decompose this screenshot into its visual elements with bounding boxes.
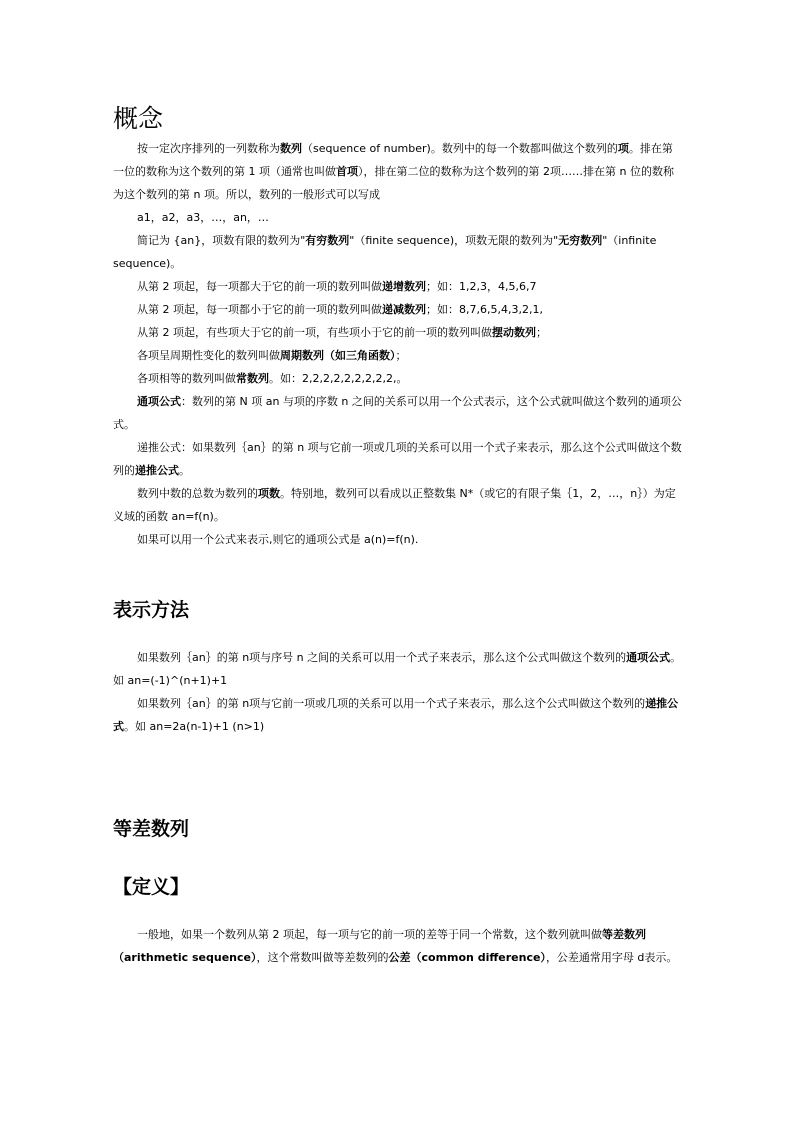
- paragraph: 如果数列｛an｝的第 n项与它前一项或几项的关系可以用一个式子来表示，那么这个公式叫做这个数列的递推公式。如 an=2a(n-1)+1 (n>1): [113, 697, 679, 733]
- representation-body: [113, 646, 683, 738]
- paragraph: 递推公式：如果数列｛an｝的第 n 项与它前一项或几项的关系可以用一个式子来表示，那么这个公式叫做这个数列的递推公式。: [113, 441, 682, 477]
- paragraph: 从第 2 项起，每一项都大于它的前一项的数列叫做递增数列；如：1,2,3，4,5,6,7: [137, 280, 537, 293]
- paragraph: 各项呈周期性变化的数列叫做周期数列（如三角函数）；: [137, 349, 407, 362]
- paragraph: 数列中数的总数为数列的项数。特别地，数列可以看成以正整数集 N*（或它的有限子集｛1，2，…，n｝）为定义域的函数 an=f(n)。: [113, 487, 676, 523]
- section-title-representation: 表示方法: [113, 599, 190, 621]
- paragraph: 简记为 {an}，项数有限的数列为"有穷数列"（finite sequence)，项数无限的数列为"无穷数列"（infinite sequence)。: [113, 234, 657, 270]
- paragraph: a1，a2，a3，…，an，…: [137, 211, 269, 224]
- paragraph: 通项公式：数列的第 N 项 an 与项的序数 n 之间的关系可以用一个公式表示，这个公式就叫做这个数列的通项公式。: [113, 395, 682, 431]
- paragraph: 从第 2 项起，有些项大于它的前一项，有些项小于它的前一项的数列叫做摆动数列；: [137, 326, 547, 339]
- concept-body: [113, 137, 683, 551]
- definition-body: [113, 923, 683, 969]
- paragraph: 一般地，如果一个数列从第 2 项起，每一项与它的前一项的差等于同一个常数，这个数列就叫做等差数列（arithmetic sequence），这个常数叫做等差数列的公差（common difference），公差通常用字母 d表示。: [113, 928, 678, 964]
- section-title-concept: 概念: [113, 104, 164, 133]
- paragraph: 如果数列｛an｝的第 n项与序号 n 之间的关系可以用一个式子来表示，那么这个公式叫做这个数列的通项公式。如 an=(-1)^(n+1)+1: [113, 651, 682, 687]
- paragraph: 各项相等的数列叫做常数列。如：2,2,2,2,2,2,2,2,2,。: [137, 372, 408, 385]
- paragraph: 从第 2 项起，每一项都小于它的前一项的数列叫做递减数列；如：8,7,6,5,4,3,2,1,: [137, 303, 543, 316]
- paragraph: 如果可以用一个公式来表示,则它的通项公式是 a(n)=f(n).: [137, 533, 419, 546]
- section-title-arithmetic-sequence: 等差数列: [113, 818, 190, 840]
- subsection-title-definition: 【定义】: [113, 876, 190, 898]
- paragraph: 按一定次序排列的一列数称为数列（sequence of number)。数列中的每一个数都叫做这个数列的项。排在第一位的数称为这个数列的第 1 项（通常也叫做首项），排在第二位的数称为这个数列的第 2项……排在第 n 位的数称为这个数列的第 n 项。所以，数列的一般形式可以写成: [113, 142, 674, 201]
